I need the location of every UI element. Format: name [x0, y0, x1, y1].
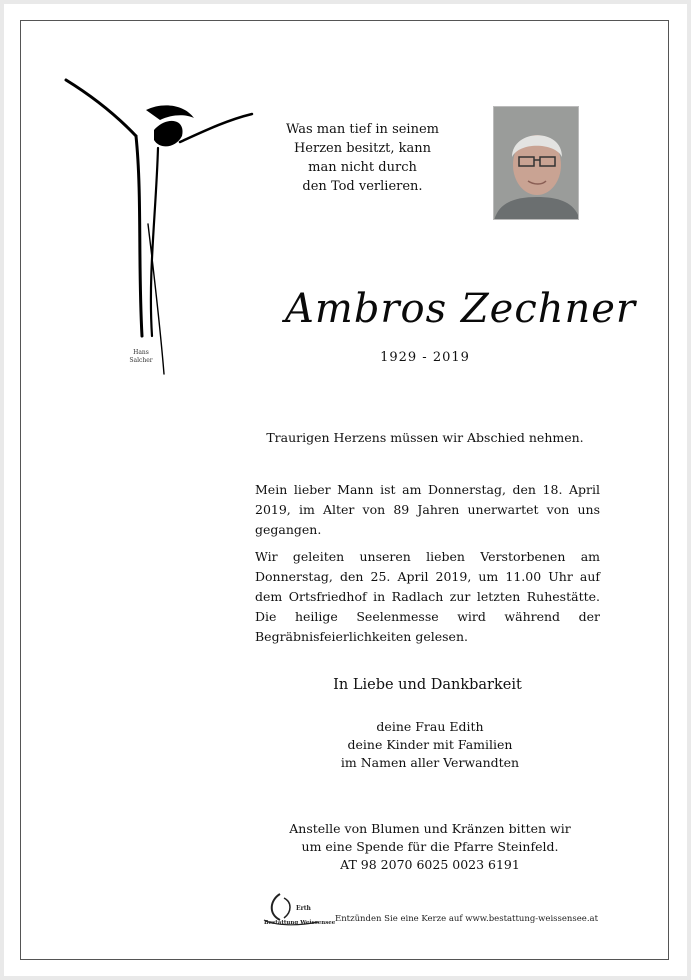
- mourner-line: deine Kinder mit Familien: [347, 737, 513, 752]
- deceased-name: Ambros Zechner: [285, 286, 637, 332]
- memorial-quote: [270, 120, 455, 196]
- quote-line: man nicht durch: [308, 160, 417, 175]
- artist-first-name: Hans: [133, 349, 149, 356]
- donation-line: um eine Spende für die Pfarre Steinfeld.: [301, 839, 559, 854]
- mourner-line: im Namen aller Verwandten: [340, 755, 520, 770]
- donation-request: [270, 820, 590, 874]
- quote-line: den Tod verlieren.: [302, 179, 423, 194]
- death-announcement: [255, 480, 600, 540]
- announcement-text: Mein lieber Mann ist am Donnerstag, den 18. April 2019, im Alter von 89 Jahren unerwartet von uns gegangen.: [255, 482, 600, 537]
- mourner-line: deine Frau Edith: [376, 719, 484, 734]
- portrait-photo: [493, 106, 579, 220]
- quote-line: Was man tief in seinem: [286, 122, 439, 137]
- crucifix-artwork: [62, 74, 262, 384]
- quote-line: Herzen besitzt, kann: [293, 141, 432, 156]
- logo-subtext: Bestattung Weissensee: [264, 920, 336, 926]
- candle-link-footer[interactable]: Entzünden Sie eine Kerze auf www.bestattung-weissensee.at: [335, 914, 599, 924]
- life-years: 1929 - 2019: [380, 350, 470, 365]
- funeral-text: Wir geleiten unseren lieben Verstorbenen am Donnerstag, den 25. April 2019, um 11.00 Uhr auf dem Ortsfriedhof in Radlach zur letzten Ruhestätte. Die heilige Seelenmesse wird während der Begräbnisfeierlichkeiten gelesen.: [255, 549, 600, 644]
- bank-account: AT 98 2070 6025 0023 6191: [340, 857, 520, 872]
- artist-last-name: Salcher: [129, 357, 153, 364]
- mourners-list: [300, 718, 560, 772]
- logo-text: Erth: [296, 905, 311, 912]
- donation-line: Anstelle von Blumen und Kränzen bitten wir: [289, 821, 571, 836]
- funeral-details: [255, 547, 600, 647]
- sorrow-line: Traurigen Herzens müssen wir Abschied nehmen.: [266, 430, 584, 445]
- gratitude-heading: In Liebe und Dankbarkeit: [333, 677, 522, 693]
- artist-signature: [126, 349, 156, 365]
